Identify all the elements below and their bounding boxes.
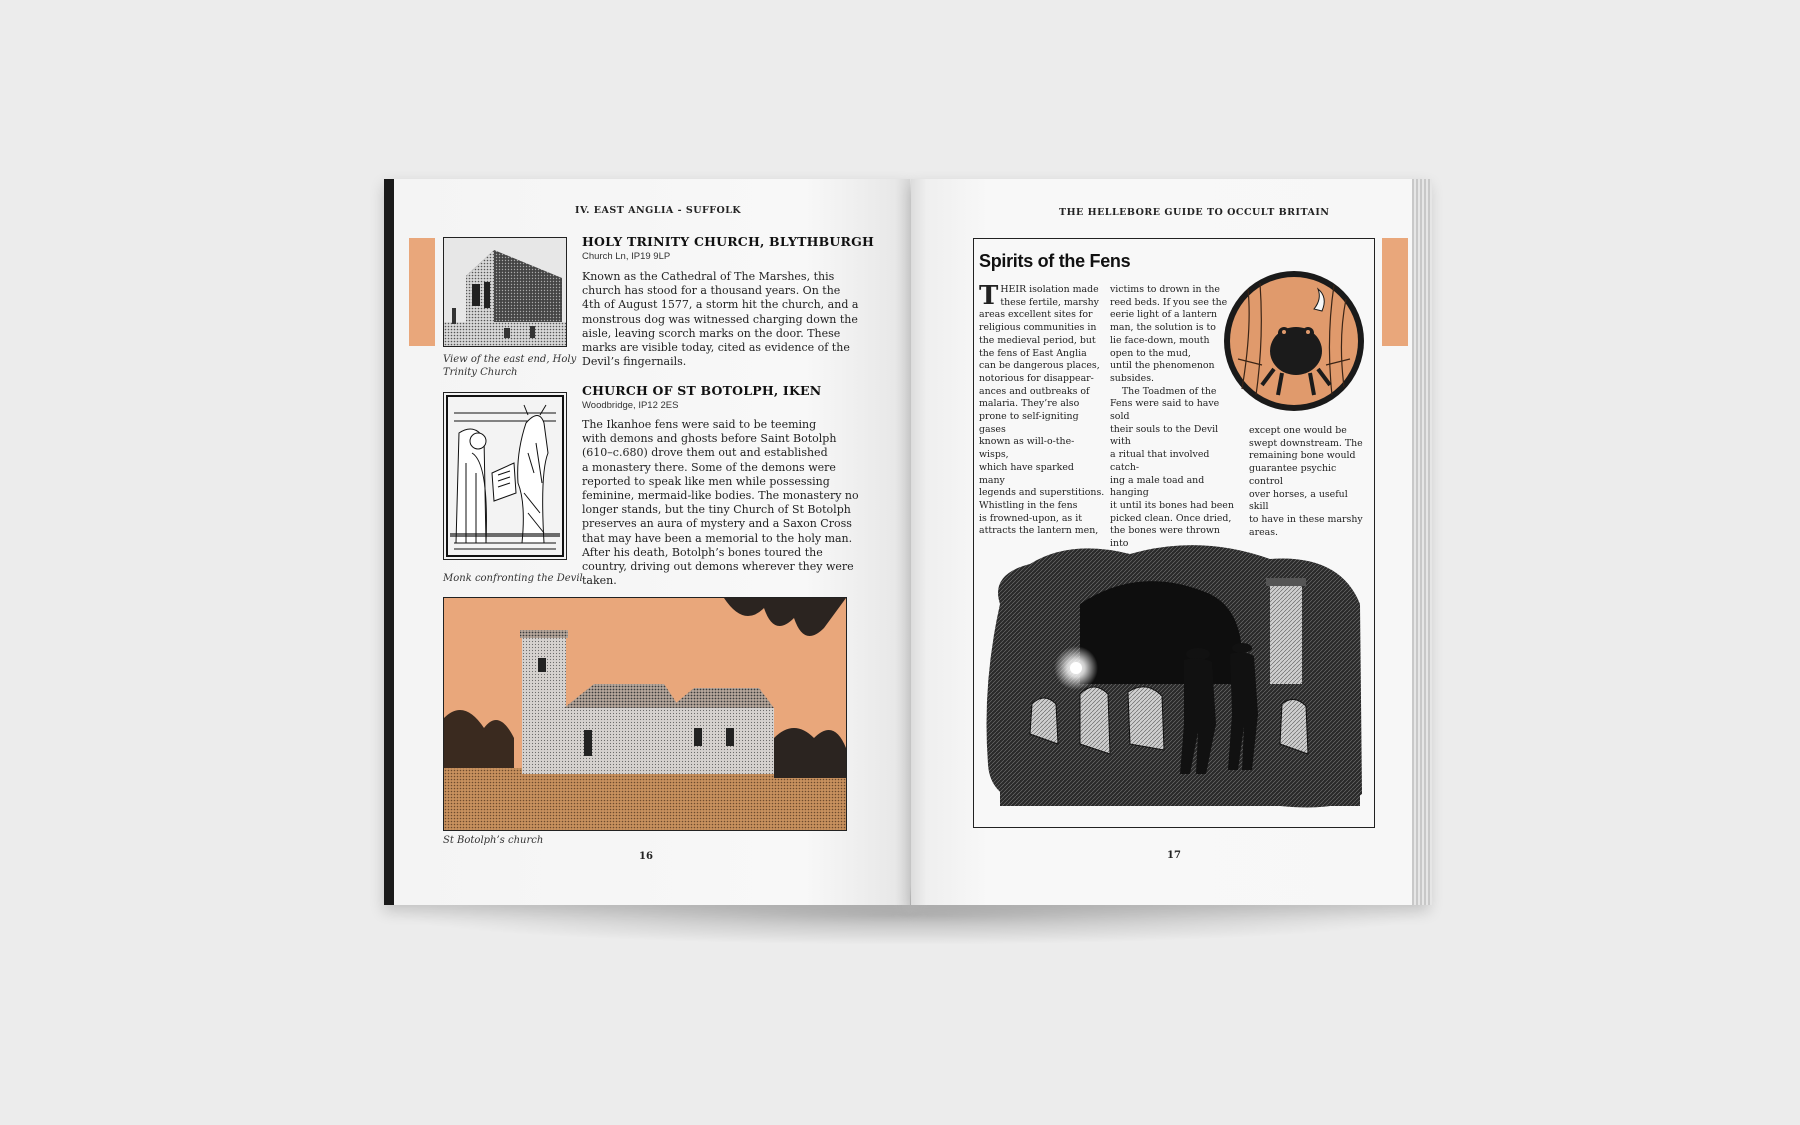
body-line: country, driving out demons wherever they were xyxy=(582,560,854,574)
body-line: can be dangerous places, xyxy=(979,360,1100,372)
body-line: guarantee psychic control xyxy=(1249,463,1337,487)
entry-body-st-botolph xyxy=(582,418,859,588)
right-chapter-tab xyxy=(1382,238,1408,346)
body-line: open to the mud, xyxy=(1110,347,1191,359)
caption-line: View of the east end, Holy xyxy=(443,354,577,365)
body-line: subsides. xyxy=(1110,372,1155,384)
body-line: feminine, mermaid-like bodies. The monastery no xyxy=(582,489,859,503)
left-page-number: 16 xyxy=(639,851,653,862)
body-line: notorious for disappear- xyxy=(979,372,1094,384)
feature-title: Spirits of the Fens xyxy=(979,251,1131,271)
entry-body-holy-trinity xyxy=(582,270,858,369)
body-line: preserves an aura of mystery and a Saxon Cross xyxy=(582,517,852,531)
feature-column-3 xyxy=(1249,425,1369,539)
body-line: ances and outbreaks of xyxy=(979,385,1090,397)
toad-medallion-illustration xyxy=(1222,269,1366,413)
entry-address-holy-trinity: Church Ln, IP19 9LP xyxy=(582,251,671,262)
spirits-of-the-fens-feature xyxy=(973,238,1375,828)
body-line: lie face-down, mouth xyxy=(1110,334,1210,346)
page-stack-edge xyxy=(1412,179,1432,905)
body-line: a ritual that involved catch- xyxy=(1110,449,1210,473)
body-line: monstrous dog was witnessed charging down the xyxy=(582,312,858,326)
body-line: the medieval period, but xyxy=(979,334,1096,346)
body-line: taken. xyxy=(582,574,617,588)
body-line: marks are visible today, cited as evidence of the xyxy=(582,341,850,355)
monk-devil-woodcut xyxy=(443,392,567,560)
body-line: it until its bones had been xyxy=(1110,499,1234,511)
left-running-head: IV. EAST ANGLIA - SUFFOLK xyxy=(575,205,742,216)
body-line: reported to speak like men while possessing xyxy=(582,474,830,488)
body-line: 4th of August 1577, a storm hit the church, and a xyxy=(582,298,859,312)
body-line: eerie light of a lantern xyxy=(1110,309,1218,321)
entry-title-st-botolph: CHURCH OF ST BOTOLPH, IKEN xyxy=(582,383,822,398)
body-line: areas excellent sites for xyxy=(979,309,1093,321)
body-line: The Toadmen of the xyxy=(1110,385,1217,397)
feature-column-1 xyxy=(979,281,1105,538)
body-line: a monastery there. Some of the demons were xyxy=(582,460,836,474)
body-line: Whistling in the fens xyxy=(979,499,1078,511)
body-line: over horses, a useful skill xyxy=(1249,488,1348,513)
caption-line: Monk confronting the Devil xyxy=(443,573,583,584)
body-line: (610–c.680) drove them out and established xyxy=(582,446,828,460)
body-line: longer stands, but the tiny Church of St Botolph xyxy=(582,503,851,517)
dropcap: T xyxy=(979,281,999,311)
left-chapter-tab xyxy=(409,238,435,346)
body-line: prone to self-igniting gases xyxy=(979,411,1079,435)
body-line: remaining bone would xyxy=(1249,450,1356,462)
body-line: aisle, leaving scorch marks on the door. These xyxy=(582,326,841,340)
body-line: Known as the Cathedral of The Marshes, this xyxy=(582,270,835,283)
body-line: church has stood for a thousand years. On the xyxy=(582,284,841,298)
body-line: Devil’s fingernails. xyxy=(582,355,687,369)
body-line: swept downstream. The xyxy=(1249,437,1363,449)
body-line: Fens were said to have sold xyxy=(1110,398,1220,423)
entry-address-st-botolph: Woodbridge, IP12 2ES xyxy=(582,400,679,411)
body-line: which have sparked many xyxy=(979,461,1074,486)
st-botolph-church-photo xyxy=(443,597,847,831)
body-line: man, the solution is to xyxy=(1110,322,1216,334)
body-line: known as will-o-the-wisps, xyxy=(979,436,1075,461)
right-page-number: 17 xyxy=(1167,850,1181,861)
lantern-men-graveyard-engraving xyxy=(980,544,1368,816)
monk-devil-caption xyxy=(443,572,583,585)
body-line: ing a male toad and hanging xyxy=(1110,474,1205,499)
holy-trinity-caption xyxy=(443,353,576,379)
body-line: until the phenomenon xyxy=(1110,360,1215,372)
body-line: victims to drown in the xyxy=(1110,284,1220,295)
body-line: these fertile, marshy xyxy=(1000,296,1099,308)
entry-title-holy-trinity: HOLY TRINITY CHURCH, BLYTHBURGH xyxy=(582,234,874,249)
caption-line: Trinity Church xyxy=(443,367,518,378)
body-line: After his death, Botolph’s bones toured the xyxy=(582,545,823,559)
body-line: areas. xyxy=(1249,526,1278,538)
body-line: attracts the lantern men, xyxy=(979,525,1099,537)
body-line: the fens of East Anglia xyxy=(979,347,1087,359)
body-line: except one would be xyxy=(1249,425,1347,436)
book-spine-edge xyxy=(384,179,394,905)
body-line: legends and superstitions. xyxy=(979,487,1105,499)
right-running-head: THE HELLEBORE GUIDE TO OCCULT BRITAIN xyxy=(1059,207,1330,218)
body-line: with demons and ghosts before Saint Botolph xyxy=(582,432,837,446)
body-line: malaria. They’re also xyxy=(979,398,1080,410)
body-line: to have in these marshy xyxy=(1249,513,1363,525)
body-line: their souls to the Devil with xyxy=(1110,423,1219,448)
st-botolph-caption: St Botolph’s church xyxy=(443,835,544,846)
body-line: HEIR isolation made xyxy=(1000,284,1099,295)
body-line: that may have been a memorial to the holy man. xyxy=(582,531,853,545)
body-line: religious communities in xyxy=(979,322,1097,334)
body-line: picked clean. Once dried, xyxy=(1110,512,1232,524)
body-line: the bones were thrown into xyxy=(1110,525,1220,550)
holy-trinity-photo xyxy=(443,237,567,347)
body-line: is frowned-upon, as it xyxy=(979,512,1082,524)
body-line: The Ikanhoe fens were said to be teeming xyxy=(582,418,817,431)
body-line: reed beds. If you see the xyxy=(1110,296,1228,308)
